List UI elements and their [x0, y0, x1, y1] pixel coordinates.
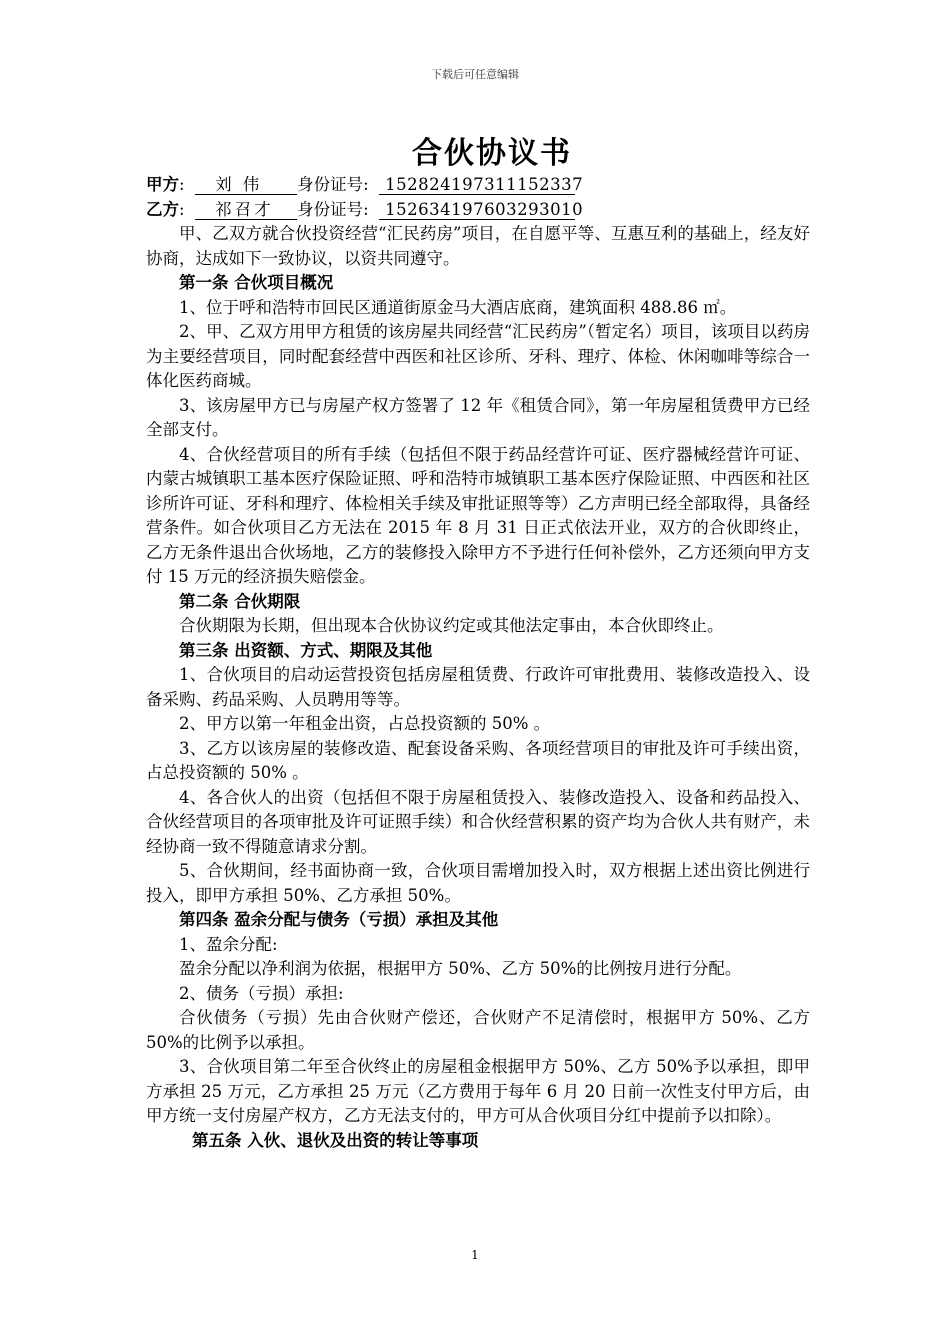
article-3-heading: 第三条 出资额、方式、期限及其他 — [179, 640, 433, 660]
article-5-heading: 第五条 入伙、退伙及出资的转让等事项 — [192, 1130, 479, 1150]
article-3-item-3: 3、乙方以该房屋的装修改造、配套设备采购、各项经营项目的审批及许可手续出资，占总投资额的 50% 。 — [146, 738, 810, 782]
article-1-item-3: 3、该房屋甲方已与房屋产权方签署了 12 年《租赁合同》，第一年房屋租赁费甲方已经全部支付。 — [146, 395, 810, 439]
article-4-item-3: 3、合伙项目第二年至合伙终止的房屋租金根据甲方 50%、乙方 50%予以承担，即甲方承担 25 万元，乙方承担 25 万元（乙方费用于每年 6 月 20 日前一次性支付甲方后，由甲方统一支付房屋产权方，乙方无法支付的，甲方可从合伙项目分红中提前予以扣除）。 — [146, 1057, 810, 1125]
article-2-heading: 第二条 合伙期限 — [179, 591, 301, 611]
party-a-id-number: 152824197311152337 — [379, 175, 575, 195]
party-b-id-number: 152634197603293010 — [379, 200, 575, 220]
article-3-item-4: 4、各合伙人的出资（包括但不限于房屋租赁投入、装修改造投入、设备和药品投入、合伙经营项目的各项审批及许可证照手续）和合伙经营积累的资产均为合伙人共有财产，未经协商一致不得随意请求分割。 — [146, 787, 810, 856]
article-3-item-1: 1、合伙项目的启动运营投资包括房屋租赁费、行政许可审批费用、装修改造投入、设备采购、药品采购、人员聘用等等。 — [146, 665, 810, 709]
article-4-heading: 第四条 盈余分配与债务（亏损）承担及其他 — [179, 910, 499, 929]
article-3-item-2: 2、甲方以第一年租金出资，占总投资额的 50% 。 — [179, 714, 551, 733]
party-b-role: 乙方 — [146, 199, 179, 219]
article-4-item-2: 2、债务（亏损）承担: — [179, 983, 344, 1003]
party-a-id-label: 身份证号: — [297, 175, 369, 194]
party-a-role: 甲方 — [146, 175, 179, 194]
party-a-line: 甲方: 刘 伟 身份证号: 152824197311152337 — [146, 175, 584, 194]
article-4-item-1: 1、盈余分配: — [179, 934, 278, 954]
article-4-item-2-text: 合伙债务（亏损）先由合伙财产偿还，合伙财产不足清偿时，根据甲方 50%、乙方 50%的比例予以承担。 — [146, 1008, 810, 1052]
article-1-item-4: 4、合伙经营项目的所有手续（包括但不限于药品经营许可证、医疗器械经营许可证、内蒙古城镇职工基本医疗保险证照、呼和浩特市城镇职工基本医疗保险证照、中西医和社区诊所许可证、牙科和理疗、体检相关手续及审批证照等等）乙方声明已经全部取得，具备经营条件。如合伙项目乙方无法在 2015 年 8 月 31 日正式依法开业，双方的合伙即终止，乙方无条件退出合伙场地，乙方的装修投入除甲方不予进行任何补偿外，乙方还须向甲方支付 15 万元的经济损失赔偿金。 — [146, 444, 810, 586]
document-body — [146, 173, 810, 1153]
article-1-item-2: 2、甲、乙双方用甲方租赁的该房屋共同经营“汇民药房”（暂定名）项目，该项目以药房为主要经营项目，同时配套经营中西医和社区诊所、牙科、理疗、体检、休闲咖啡等综合一体化医药商城。 — [146, 322, 810, 390]
article-1-item-1: 1、位于呼和浩特市回民区通道街原金马大酒店底商，建筑面积 488.86 ㎡。 — [179, 297, 737, 317]
article-1-heading: 第一条 合伙项目概况 — [179, 273, 334, 292]
article-2-item-1: 合伙期限为长期，但出现本合伙协议约定或其他法定事由，本合伙即终止。 — [179, 616, 724, 635]
party-b-name: 祁召才 — [195, 200, 297, 220]
party-b-id-label: 身份证号: — [297, 199, 369, 219]
document-title: 合伙协议书 — [412, 136, 572, 171]
page-number: 1 — [471, 1248, 479, 1262]
article-3-item-5: 5、合伙期间，经书面协商一致，合伙项目需增加投入时，双方根据上述出资比例进行投入，即甲方承担 50%、乙方承担 50%。 — [146, 861, 810, 905]
party-b-line: 乙方: 祁召才 身份证号: 152634197603293010 — [146, 199, 584, 219]
party-a-name: 刘 伟 — [195, 175, 297, 195]
intro-paragraph: 甲、乙双方就合伙投资经营“汇民药房”项目，在自愿平等、互惠互利的基础上，经友好协商，达成如下一致协议，以资共同遵守。 — [146, 224, 810, 268]
header-note: 下载后可任意编辑 — [431, 68, 519, 81]
article-4-item-1-text: 盈余分配以净利润为依据，根据甲方 50%、乙方 50%的比例按月进行分配。 — [179, 959, 742, 978]
